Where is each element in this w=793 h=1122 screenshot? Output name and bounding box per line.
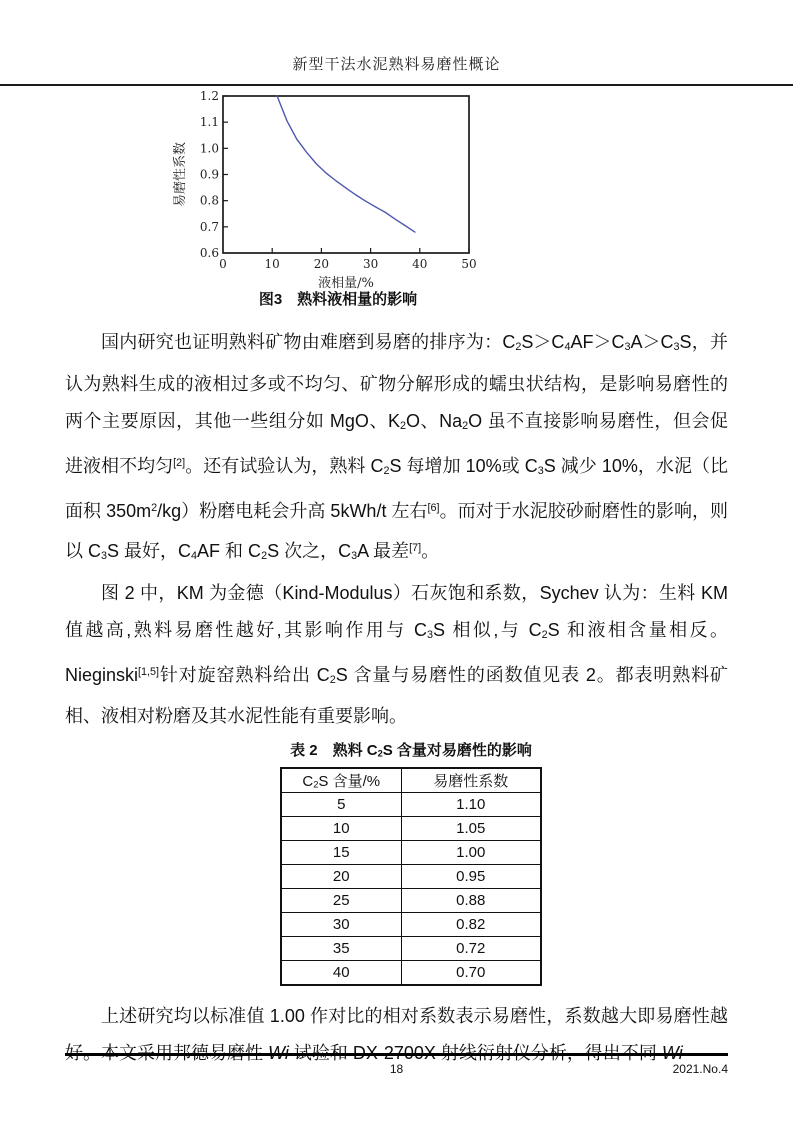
table-cell: 0.70 [401,960,541,985]
svg-text:10: 10 [264,257,280,271]
page-header [0,0,793,86]
table-cell: 10 [281,816,401,840]
paragraph-3: 上述研究均以标准值 1.00 作对比的相对系数表示易磨性，系数越大即易磨性越好。本文采用邦德易磨性 Wi 试验和 DX-2700X 射线衍射仪分析，得出不同 Wi [65,1005,728,1063]
svg-text:40: 40 [412,257,428,271]
data-table [280,767,542,986]
svg-text:0.6: 0.6 [199,246,219,260]
table-header-coeff: 易磨性系数 [401,768,541,793]
table-cell: 5 [281,792,401,816]
issue-label: 2021.No.4 [672,1062,728,1076]
table-row [281,840,541,864]
svg-text:20: 20 [313,257,330,271]
table-cell: 35 [281,936,401,960]
body-text [0,324,793,735]
svg-text:50: 50 [461,257,477,271]
page-footer [65,1053,728,1076]
table-cell: 0.72 [401,936,541,960]
table-cell: 40 [281,960,401,985]
table-cell: 1.05 [401,816,541,840]
table-cell: 15 [281,840,401,864]
closing-text [0,998,793,1072]
page-title: 新型干法水泥熟料易磨性概论 [292,57,501,73]
svg-text:0.8: 0.8 [199,193,219,208]
table-cell: 20 [281,864,401,888]
table-cell: 1.10 [401,792,541,816]
table-row [281,960,541,985]
svg-text:0.9: 0.9 [199,167,219,182]
page-number: 18 [389,1062,404,1076]
table-header-c2s: $C_2S$ 含量/% [281,768,401,793]
svg-text:1.2: 1.2 [199,90,219,103]
figure-caption: 图3 熟料液相量的影响 [258,291,418,308]
paragraph-1: 国内研究也证明熟料矿物由难磨到易磨的排序为：$C_2S>C_4AF>C_3A>C_3S$，并认为熟料生成的液相过多或不均匀、矿物分解形成的蠕虫状结构，是影响易磨性的两个主要原因，其他一些组分如 MgO、$K_2O$、$Na_2O$ 虽不直接影响易磨性，但会促进液相不均匀[2]。还有试验认为，熟料 $C_2S$ 每增加 10%或 $C_3S$ 减少 10%，水泥（比面积 $350m^2/kg$）粉磨电耗会升高 5kWh/t 左右[6]。而对于水泥胶砂耐磨性的影响，则以 $C_3S$ 最好，$C_4AF$ 和 $C_2S$ 次之，$C_3A$ 最差[7]。 [65,332,729,562]
table-title: 表 2 熟料 $C_2S$ 含量对易磨性的影响 [290,742,532,760]
table-cell: 1.00 [401,840,541,864]
svg-text:易磨性系数: 易磨性系数 [173,141,188,208]
table-cell: 30 [281,912,401,936]
svg-text:1.0: 1.0 [199,141,219,156]
table-2-block [0,741,793,985]
table-cell: 0.82 [401,912,541,936]
svg-text:液相量/%: 液相量/% [318,276,374,290]
svg-text:30: 30 [362,257,379,271]
table-row [281,912,541,936]
table-header-row [281,768,541,793]
figure-3 [168,90,508,310]
table-row [281,888,541,912]
table-cell: 25 [281,888,401,912]
svg-text:1.1: 1.1 [199,115,219,130]
table-cell: 0.95 [401,864,541,888]
svg-text:0: 0 [219,257,227,271]
table-row [281,936,541,960]
figure-chart [168,90,508,290]
table-cell: 0.88 [401,888,541,912]
svg-text:0.7: 0.7 [199,219,219,234]
table-row [281,816,541,840]
table-row [281,864,541,888]
paragraph-2: 图 2 中，KM 为金德（Kind-Modulus）石灰饱和系数，Sychev 认为：生料 KM 值越高,熟料易磨性越好,其影响作用与 $C_3S$ 相似,与 $C_2S$ 和液相含量相反。Nieginski[1,5]针对旋窑熟料给出 $C_2S$ 含量与易磨性的函数值见表 2。都表明熟料矿相、液相对粉磨及其水泥性能有重要影响。 [65,582,728,727]
table-row [281,792,541,816]
